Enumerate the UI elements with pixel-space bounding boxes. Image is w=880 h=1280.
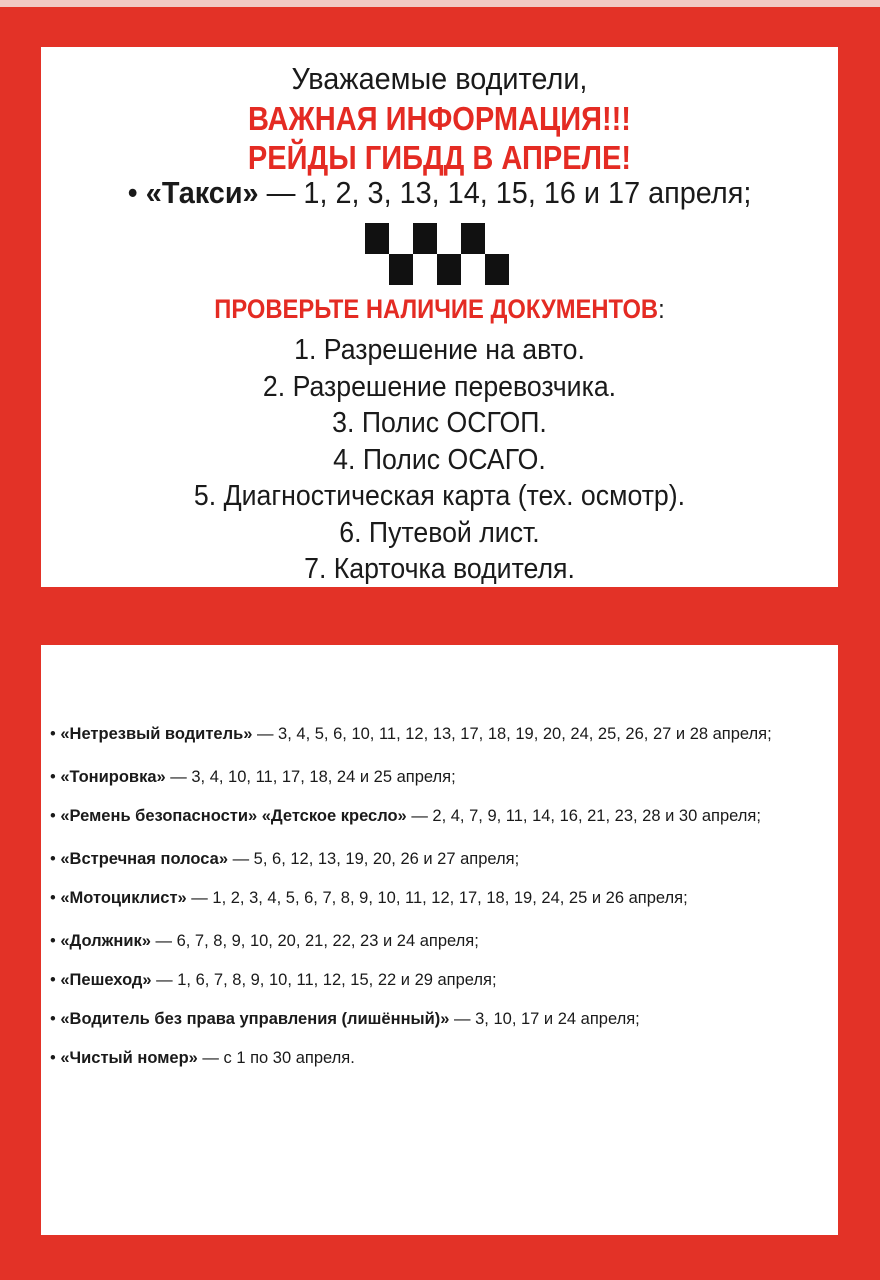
bullet: • bbox=[50, 889, 56, 907]
taxi-checker-icon bbox=[365, 223, 509, 285]
document-item: 6. Путевой лист. bbox=[339, 516, 540, 549]
alert-heading: ВАЖНАЯ ИНФОРМАЦИЯ!!! bbox=[248, 100, 631, 137]
documents-heading bbox=[89, 294, 790, 325]
raid-item bbox=[50, 969, 835, 991]
bullet: • bbox=[50, 932, 56, 950]
raid-dates: — 6, 7, 8, 9, 10, 20, 21, 22, 23 и 24 апреля; bbox=[150, 932, 479, 950]
raid-dates: — 3, 4, 10, 11, 17, 18, 24 и 25 апреля; bbox=[165, 768, 456, 786]
raid-item bbox=[50, 1047, 835, 1069]
taxi-raid-line bbox=[69, 175, 810, 211]
document-item: 1. Разрешение на авто. bbox=[294, 334, 585, 366]
bullet: • bbox=[50, 725, 56, 743]
raid-dates: — 2, 4, 7, 9, 11, 14, 16, 21, 23, 28 и 30 апреля; bbox=[406, 807, 761, 825]
top-strip bbox=[0, 0, 880, 7]
raids-panel bbox=[41, 645, 838, 1235]
raid-name: «Встречная полоса» bbox=[60, 850, 228, 868]
document-item: 7. Карточка водителя. bbox=[304, 553, 575, 585]
document-item: 3. Полис ОСГОП. bbox=[332, 407, 547, 439]
raid-item bbox=[50, 766, 835, 788]
raid-dates: — 1, 6, 7, 8, 9, 10, 11, 12, 15, 22 и 29 апреля; bbox=[151, 971, 497, 989]
raid-dates: — с 1 по 30 апреля. bbox=[197, 1049, 355, 1067]
raid-item bbox=[50, 930, 835, 952]
raid-dates: — 3, 4, 5, 6, 10, 11, 12, 13, 17, 18, 19, 20, 24, 25, 26, 27 и 28 апреля; bbox=[252, 725, 772, 743]
checker-square bbox=[485, 254, 509, 285]
raid-item bbox=[50, 723, 835, 745]
bullet: • bbox=[50, 768, 56, 786]
raids-list bbox=[50, 723, 835, 1086]
raid-item bbox=[50, 805, 835, 827]
bullet: • bbox=[50, 971, 56, 989]
taxi-raid-dates: — 1, 2, 3, 13, 14, 15, 16 и 17 апреля; bbox=[258, 175, 752, 210]
raid-name: «Нетрезвый водитель» bbox=[60, 725, 253, 743]
raid-name: «Мотоциклист» bbox=[60, 889, 187, 907]
documents-heading-text: ПРОВЕРЬТЕ НАЛИЧИЕ ДОКУМЕНТОВ bbox=[214, 294, 659, 324]
bullet: • bbox=[50, 850, 56, 868]
taxi-raid-name: «Такси» bbox=[145, 175, 259, 210]
bullet: • bbox=[127, 175, 138, 210]
checker-square bbox=[437, 254, 461, 285]
bullet: • bbox=[50, 1049, 56, 1067]
raid-dates: — 5, 6, 12, 13, 19, 20, 26 и 27 апреля; bbox=[228, 850, 520, 868]
documents-heading-colon: : bbox=[658, 294, 665, 324]
documents-list bbox=[41, 332, 838, 588]
checker-square bbox=[389, 254, 413, 285]
notice-panel bbox=[41, 47, 838, 587]
checker-square bbox=[413, 223, 437, 254]
document-item: 5. Диагностическая карта (тех. осмотр). bbox=[193, 480, 686, 512]
raid-dates: — 1, 2, 3, 4, 5, 6, 7, 8, 9, 10, 11, 12, 17, 18, 19, 24, 25 и 26 апреля; bbox=[186, 889, 688, 907]
alert-subheading: РЕЙДЫ ГИБДД В АПРЕЛЕ! bbox=[247, 139, 632, 176]
bullet: • bbox=[50, 807, 56, 825]
raid-item bbox=[50, 848, 835, 870]
greeting: Уважаемые водители, bbox=[291, 61, 588, 96]
raid-item bbox=[50, 887, 835, 909]
raid-name: «Должник» bbox=[60, 932, 151, 950]
document-item: 4. Полис ОСАГО. bbox=[333, 443, 546, 476]
checker-square bbox=[365, 223, 389, 254]
raid-name: «Ремень безопасности» «Детское кресло» bbox=[60, 807, 407, 825]
raid-dates: — 3, 10, 17 и 24 апреля; bbox=[449, 1010, 640, 1028]
raid-item bbox=[50, 1008, 835, 1030]
raid-name: «Чистый номер» bbox=[60, 1049, 198, 1067]
raid-name: «Водитель без права управления (лишённый)» bbox=[60, 1010, 450, 1028]
raid-name: «Тонировка» bbox=[60, 768, 166, 786]
checker-square bbox=[461, 223, 485, 254]
bullet: • bbox=[50, 1010, 56, 1028]
raid-name: «Пешеход» bbox=[60, 971, 152, 989]
document-item: 2. Разрешение перевозчика. bbox=[262, 370, 617, 403]
